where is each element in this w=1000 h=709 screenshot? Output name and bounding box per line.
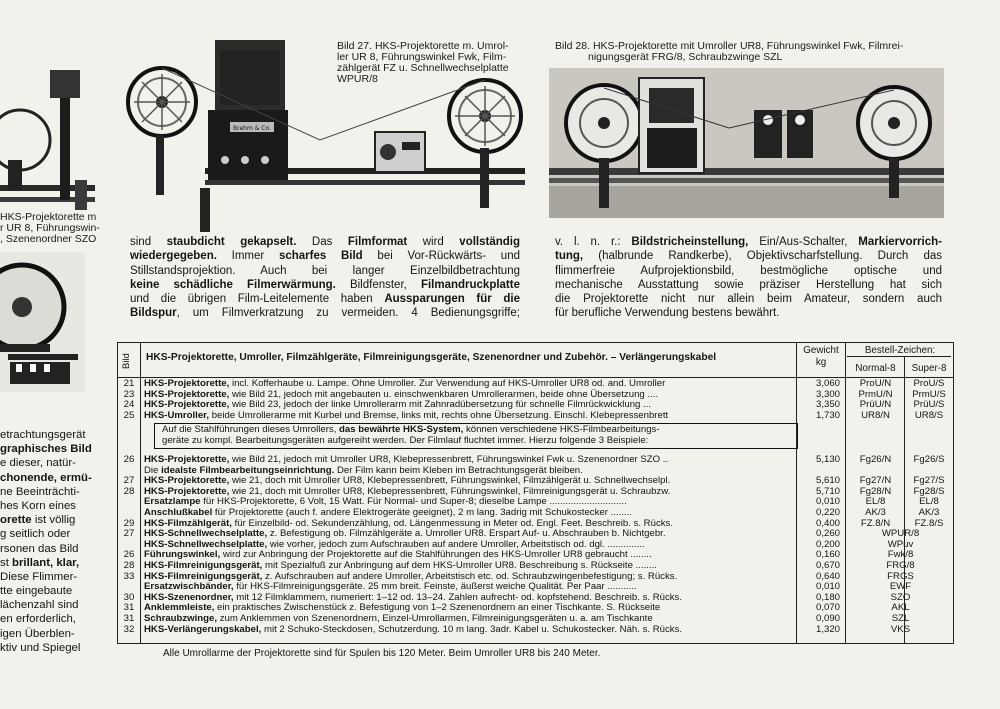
table-note: Auf die Stahlführungen dieses Umrollers, das bewährte HKS-System, können verschiedene HKS-Filmbearbeitungs- geräte zu kompl. Bearbeitungsgeräten aufgereiht werden. Der Filmlauf fluchtet immer. Hierzu folgende 3 Beispiele: (162, 424, 660, 446)
row-bild: 27 (123, 528, 135, 540)
projector-brand-plate: Brehm & Co. (233, 125, 271, 132)
header-super8: Super-8 (911, 363, 947, 374)
row-bild: 31 (123, 602, 135, 614)
left-column-line: etrachtungsgerät (0, 429, 86, 441)
row-weight: 0,220 (815, 507, 840, 518)
row-description: HKS-Projektorette, wie Bild 21, jedoch mit angebauten u. einschwenkbaren Umrollerarmen, beide ohne Übersetzung .... (144, 388, 659, 400)
body-text-right (555, 235, 942, 321)
row-order-code: Fwk/8 (887, 549, 914, 561)
body-line: Stillstandsprojektion. Auch bei langer Einzelbildbetrachtung (130, 264, 520, 277)
row-super8: FZ.8/S (914, 517, 944, 529)
row-description: Anschlußkabel für Projektorette (auch f. andere Elektrogeräte geeignet), 2 m lang. 3adrig mit Schukostecker ........ (144, 507, 632, 518)
row-order-code: WPUR/8 (881, 528, 920, 540)
row-bild: 24 (123, 399, 135, 411)
row-bild: 21 (123, 378, 135, 389)
row-description: HKS-Schnellwechselplatte, wie vorher, jedoch zum Aufschrauben auf andere Umroller, Arbeitstisch od. dgl. .............. (144, 538, 645, 550)
row-weight: 0,670 (815, 560, 840, 571)
row-description: HKS-Projektorette, wie 21, doch mit Umroller UR8, Klebepressenbrett, Führungswinkel, Filmzählgerät u. Schnellwechselpl. (144, 475, 671, 487)
row-bild: 26 (123, 454, 135, 465)
row-bild: 28 (123, 560, 135, 571)
left-column-line: g seitlich oder (0, 528, 71, 541)
row-bild: 32 (123, 623, 135, 635)
row-normal8: Fg28/N (859, 485, 892, 497)
row-bild: 25 (123, 409, 135, 421)
row-weight: 0,400 (815, 517, 840, 529)
photo-left-lower (0, 252, 85, 392)
row-weight: 1,320 (815, 623, 840, 635)
row-weight: 3,350 (815, 399, 840, 411)
row-super8: UR8/S (914, 409, 944, 421)
row-bild: 28 (123, 485, 135, 497)
row-bild: 30 (123, 591, 135, 603)
price-table (117, 342, 954, 644)
row-order-code: FRGS (887, 570, 914, 582)
left-column-line: lächenzahl sind (0, 599, 79, 612)
row-weight: 3,300 (815, 388, 840, 400)
row-order-code: AKL (891, 602, 910, 614)
table-footer: Alle Umrollarme der Projektorette sind für Spulen bis 120 Meter. Beim Umroller UR8 bis 240 Meter. (163, 648, 601, 659)
row-order-code: SZL (891, 613, 910, 624)
header-normal8: Normal-8 (855, 363, 896, 374)
body-line: für berufliche Verwendung bestens bewährt. (555, 307, 780, 320)
left-column-line: orette ist völlig (0, 514, 76, 527)
row-description: Die idealste Filmbearbeitungseinrichtung. Der Film kann beim Kleben im Betrachtungsgerät bleiben. (144, 464, 583, 476)
row-weight: 0,070 (815, 602, 840, 614)
row-super8: PrmU/S (912, 388, 946, 400)
table-row (118, 508, 953, 518)
body-line: tung, (halbrunde Randkerbe), Objektivscharfstellung. Durch das (555, 250, 942, 263)
row-description: Schraubzwinge, zum Anklemmen von Szenenordnern, Einzel-Umrollarmen, Filmreinigungsgeräten u. a. am Tischkante (144, 613, 653, 624)
header-kg: kg (815, 357, 827, 368)
row-weight: 0,180 (815, 591, 840, 603)
row-weight: 0,640 (815, 570, 840, 582)
row-description: HKS-Filmreinigungsgerät, z. Aufschrauben auf andere Umroller, Arbeitstisch etc. od. Schraubzwingenbefestigung; s. Rücks. (144, 570, 678, 582)
row-normal8: ProU/N (859, 378, 892, 389)
photo-bild-28 (549, 68, 944, 218)
row-weight: 5,710 (815, 485, 840, 497)
body-line: flimmerfreie Aufprojektionsbild, bestmögliche optische und (555, 264, 942, 277)
row-weight: 3,060 (815, 378, 840, 389)
row-description: HKS-Projektorette, wie Bild 21, jedoch mit Umroller UR8, Klebepressenbrett, Führungswinkel Fwk u. Szenenordner SZO .. (144, 454, 669, 465)
left-column-line: igen Überblen- (0, 627, 75, 640)
left-column-line: Diese Flimmer- (0, 570, 78, 583)
row-bild: 33 (123, 570, 135, 582)
row-weight: 5,130 (815, 454, 840, 465)
row-description: HKS-Schnellwechselplatte, z. Befestigung ob. Filmzählgeräte a. Umroller UR8. Erspart Auf- u. Abschrauben b. Nichtgebr. (144, 528, 666, 540)
row-description: Anklemmleiste, ein praktisches Zwischenstück z. Befestigung von 1–2 Szenenordnern an einer Tischkante. S. Rückseite (144, 602, 661, 614)
left-column-line: chonende, ermü- (0, 471, 92, 484)
row-description: HKS-Projektorette, wie 21, doch mit Umroller UR8, Klebepressenbrett, Führungswinkel, Filmreinigungsgerät u. Schraubzw. (144, 485, 671, 497)
row-order-code: EWF (889, 581, 912, 593)
row-normal8: UR8/N (861, 409, 890, 421)
row-order-code: SZO (890, 591, 911, 603)
body-text-left (130, 235, 520, 321)
row-super8: Fg26/S (913, 454, 945, 465)
left-column-line: ne Beeinträchti- (0, 485, 80, 498)
left-column-line: rsonen das Bild (0, 542, 79, 555)
row-bild: 29 (123, 517, 135, 529)
row-description: Ersatzlampe für HKS-Projektorette, 6 Volt, 15 Watt. Für Normal- und Super-8; dieselbe Lampe ............................. (144, 496, 627, 508)
row-weight: 5,610 (815, 475, 840, 487)
left-column-line: hes Korn eines (0, 499, 76, 512)
header-bild: Bild (121, 353, 132, 369)
left-column-line: tte eingebaute (0, 585, 73, 598)
body-line: die Projektorette nicht nur allein beim Amateur, sondern auch (555, 293, 942, 306)
body-line: wiedergegeben. Immer scharfes Bild bei Vor-Rückwärts- und (130, 250, 520, 263)
table-row (118, 411, 953, 421)
row-description: HKS-Projektorette, wie Bild 23, jedoch der linke Umrollerarm mit Zahnradübersetzung für schnelle Filmrückwicklung ... (144, 399, 652, 411)
row-normal8: PrmU/N (858, 388, 893, 400)
header-bestell: Bestell-Zeichen: (864, 345, 936, 356)
row-super8: Fg28/S (913, 485, 945, 497)
left-column-line: st brillant, klar, (0, 556, 80, 569)
row-description: Führungswinkel, wird zur Anbringung der Projektorette auf die Stahlführungen des HKS-Umroller UR8 gebraucht ........ (144, 549, 652, 561)
row-order-code: FRG/8 (886, 560, 915, 571)
row-order-code: VKS (890, 623, 911, 635)
row-description: HKS-Projektorette, incl. Kofferhaube u. Lampe. Ohne Umroller. Zur Verwendung auf HKS-Umroller UR8 od. and. Umroller (144, 378, 666, 389)
row-super8: PrüU/S (913, 399, 945, 411)
row-bild: 27 (123, 475, 135, 487)
row-bild: 26 (123, 549, 135, 561)
caption-left: HKS-Projektorette m r UR 8, Führungswin- , Szenenordner SZO (0, 211, 100, 245)
body-line: und die übrigen Film-Leitelemente haben Aussparungen für die (130, 293, 520, 306)
row-normal8: EL/8 (865, 496, 886, 508)
caption-bild-28: Bild 28. HKS-Projektorette mit Umroller UR8, Führungswinkel Fwk, Filmrei- nigungsgerät FRG/8, Schraubzwinge SZL (555, 40, 904, 63)
row-normal8: Fg27/N (859, 475, 892, 487)
left-column-line: graphisches Bild (0, 443, 92, 456)
row-normal8: PrüU/N (859, 399, 892, 411)
body-line: mechanische Ausstattung sowie präziser Herstellung hat sich (555, 278, 942, 291)
body-line: Bildspur, um Filmverkratzung zu vermeiden. 4 Bedienungsgriffe; (130, 307, 520, 320)
row-weight: 0,010 (815, 581, 840, 593)
row-normal8: Fg26/N (859, 454, 892, 465)
row-description: HKS-Umroller, beide Umrollerarme mit Kurbel und Bremse, links mit, rechts ohne Übersetzung. Einschl. Klebepressenbrett (144, 409, 669, 421)
row-bild: 31 (123, 613, 135, 624)
row-super8: Fg27/S (913, 475, 945, 487)
table-row (118, 379, 953, 389)
row-super8: AK/3 (918, 507, 940, 518)
row-weight: 1,730 (815, 409, 840, 421)
row-normal8: AK/3 (865, 507, 886, 518)
row-super8: EL/8 (919, 496, 939, 508)
left-column-text (0, 428, 96, 655)
header-gewicht: Gewicht (803, 345, 839, 356)
row-description: HKS-Szenenordner, mit 12 Filmklammern, numeriert: 1–12 od. 13–24. Zahlen aufrecht- od. kopfstehend. Beschreib. s. Rücks. (144, 591, 683, 603)
table-row (118, 625, 953, 635)
left-column-line: en erforderlich, (0, 613, 76, 626)
row-description: HKS-Verlängerungskabel, mit 2 Schuko-Steckdosen, Schutzerdung. 10 m lang. 3adr. Kabel u. Schukostecker. Näh. s. Rücks. (144, 623, 683, 635)
caption-bild-27: Bild 27. HKS-Projektorette m. Umrol- ler UR 8, Führungswinkel Fwk, Film- zählgerät FZ u. Schnellwechselplatte WPUR/8 (337, 40, 509, 85)
row-description: HKS-Filmreinigungsgerät, mit Spezialfuß zur Anbringung auf dem HKS-Umroller UR8. Beschreibung s. Rückseite ........ (144, 560, 657, 571)
row-description: Ersatzwischbänder, für HKS-Filmreinigungsgeräte. 25 mm breit. Feinste, äußerst weiche Qualität. Per Paar ........... (144, 581, 637, 593)
row-order-code: WPuv (887, 538, 914, 550)
table-title: HKS-Projektorette, Umroller, Filmzählgeräte, Filmreinigungsgeräte, Szenenordner und Zubehör. – Verlängerungskabel (146, 352, 717, 363)
row-normal8: FZ.8/N (860, 517, 891, 529)
row-bild: 23 (123, 388, 135, 400)
row-weight: 0,090 (815, 613, 840, 624)
left-column-line: ktiv und Spiegel (0, 641, 81, 654)
body-line: keine schädliche Filmerwärmung. Bildfenster, Filmandruckplatte (130, 278, 520, 291)
row-weight: 0,200 (815, 538, 840, 550)
row-super8: ProU/S (913, 378, 945, 389)
body-line: sind staubdicht gekapselt. Das Filmformat wird vollständig (130, 236, 520, 248)
photo-left-partial (0, 40, 110, 210)
row-description: HKS-Filmzählgerät, für Einzelbild- od. Sekundenzählung, od. Längenmessung in Meter od. Engl. Feet. Beschreib. s. Rücks. (144, 517, 674, 529)
body-line: v. l. n. r.: Bildstricheinstellung, Ein/Aus-Schalter, Markiervorrich- (555, 236, 942, 248)
row-weight: 0,160 (815, 549, 840, 561)
row-weight: 0,260 (815, 528, 840, 540)
row-weight: 0,010 (815, 496, 840, 508)
left-column-line: e dieser, natür- (0, 457, 76, 470)
